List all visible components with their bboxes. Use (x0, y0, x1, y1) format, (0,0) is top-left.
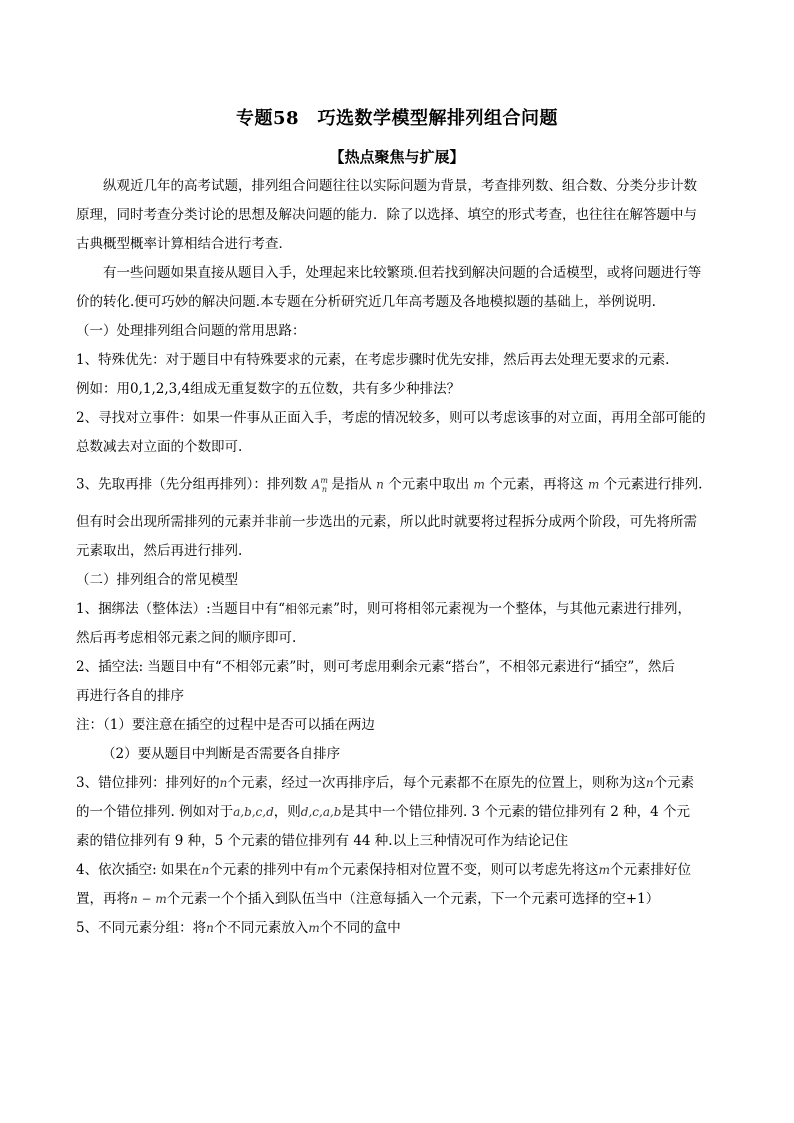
paragraph-line: 价的转化.便可巧妙的解决问题.本专题在分析研究近几年高考题及各地模拟题的基础上，举例说明. (76, 294, 656, 310)
math-symbol: m (308, 921, 320, 936)
paragraph-line: 素的错位排列有 9 种，5 个元素的错位排列有 44 种.以上三种情况可作为结论记住 (76, 833, 569, 850)
math-symbol: A (311, 477, 321, 492)
list-item: 3、先取再排（先分组再排列）：排列数 $A^m_n$ 是指从 n 个元素中取出 m 个元素，再将这 m 个元素进行排列. (76, 476, 703, 495)
list-item (76, 856, 722, 885)
text-fragment: 个元素排好位 (609, 862, 691, 879)
example-line: 例如：用0,1,2,3,4组成无重复数字的五位数，共有多少种排法？ (76, 381, 461, 397)
text-fragment: 个不同元素放入 (213, 920, 309, 937)
text-fragment: 个不同的盒中 (319, 920, 401, 937)
paragraph-line: 古典概型概率计算相结合进行考查． (76, 236, 292, 252)
paragraph-line: 原理，同时考查分类讨论的思想及解决问题的能力．除了以选择、填空的形式考查，也往往在解答题中与 (76, 207, 697, 223)
text-fragment: 个元素进行排列. (603, 476, 703, 493)
text-fragment: 个元素的排列中有 (209, 862, 318, 879)
text-fragment: ”时，则可将相邻元素视为一个整体，与其他元素进行排列， (333, 601, 691, 618)
text-fragment: 3、错位排列：排列好的 (76, 775, 220, 792)
list-item: 2、寻找对立事件：如果一件事从正面入手，考虑的情况较多，则可以考虑该事的对立面，再用全部可能的 (76, 410, 706, 426)
page-title: 专题58 巧选数学模型解排列组合问题 (235, 108, 559, 129)
math-symbol: a,b,c,d (233, 805, 274, 820)
paragraph-line: 然后再考虑相邻元素之间的顺序即可. (76, 630, 297, 647)
math-symbol: n (201, 863, 210, 878)
math-symbol: n (219, 776, 228, 791)
math-symbol: m (587, 477, 600, 492)
text-fragment: ，则 (273, 804, 301, 821)
document-body (76, 172, 722, 943)
text-fragment: 个元素，经过一次再排序后，每个元素都不在原先的位置上，则称为这 (227, 775, 646, 792)
text-fragment: 个元素一个个插入到队伍当中（注意每插入一个元素，下一个元素可选择的空+1） (166, 891, 660, 908)
paragraph-line: 再进行各自的排序 (76, 688, 184, 705)
text-fragment: 个元素 (653, 775, 695, 792)
list-item: 2、插空法: 当题目中有“不相邻元素”时，则可考虑用剩余元素“搭台”，不相邻元素进行“插空”，然后 (76, 659, 675, 676)
quoted-term: 相邻元素 (285, 602, 334, 617)
paragraph-line (76, 885, 722, 914)
list-item (76, 914, 722, 943)
text-fragment: 个元素中取出 (388, 476, 470, 493)
math-symbol: n (645, 776, 654, 791)
section-heading: 【热点聚焦与扩展】 (329, 148, 465, 166)
note-line: （2）要从题目中判断是否需要各自排序 (102, 746, 341, 763)
text-fragment: 是指从 (331, 476, 372, 493)
paragraph-line: 纵观近几年的高考试题，排列组合问题往往以实际问题为背景，考查排列数、组合数、分类分步计数 (103, 178, 697, 194)
paragraph-line: 但有时会出现所需排列的元素并非前一步选出的元素，所以此时就要将过程拆分成两个阶段，可先将所需 (76, 514, 697, 531)
section-subheading: （一）处理排列组合问题的常用思路： (76, 323, 306, 339)
math-symbol: m (598, 863, 610, 878)
list-item: 1、特殊优先：对于题目中有特殊要求的元素，在考虑步骤时优先安排，然后再去处理无要求的元素. (76, 352, 670, 368)
paragraph-line: 元素取出，然后再进行排列. (76, 543, 243, 560)
paragraph-line (76, 798, 722, 827)
note-line: 注：（1）要注意在插空的过程中是否可以插在两边 (76, 717, 375, 734)
math-symbol: n (206, 921, 214, 936)
text-fragment: 的一个错位排列. 例如对于 (76, 804, 234, 821)
list-item (76, 769, 722, 798)
math-symbol: n (376, 477, 384, 492)
text-fragment: 个元素保持相对位置不变，则可以考虑先将这 (328, 862, 599, 879)
math-symbol: n − m (130, 892, 167, 907)
section-subheading: （二）排列组合的常见模型 (76, 572, 238, 589)
text-fragment: 1、捆绑法（整体法）:当题目中有“ (76, 601, 286, 618)
text-fragment: 个元素，再将这 (489, 476, 584, 493)
text-fragment: 5、不同元素分组：将 (76, 920, 207, 937)
paragraph-line: 有一些问题如果直接从题目入手，处理起来比较繁琐.但若找到解决问题的合适模型，或将问题进行等 (103, 265, 702, 281)
math-symbol: m (317, 863, 329, 878)
text-fragment: 3、先取再排（先分组再排列）：排列数 (76, 476, 308, 493)
text-fragment: 4、依次插空: 如果在 (76, 862, 202, 879)
paragraph-line: 总数减去对立面的个数即可. (76, 439, 243, 455)
math-symbol: d,c,a,b (300, 805, 342, 820)
math-symbol: m (473, 477, 485, 492)
list-item (76, 595, 722, 624)
text-fragment: 置，再将 (76, 891, 130, 908)
text-fragment: 是其中一个错位排列. 3 个元素的错位排列有 2 种，4 个元 (341, 804, 690, 821)
